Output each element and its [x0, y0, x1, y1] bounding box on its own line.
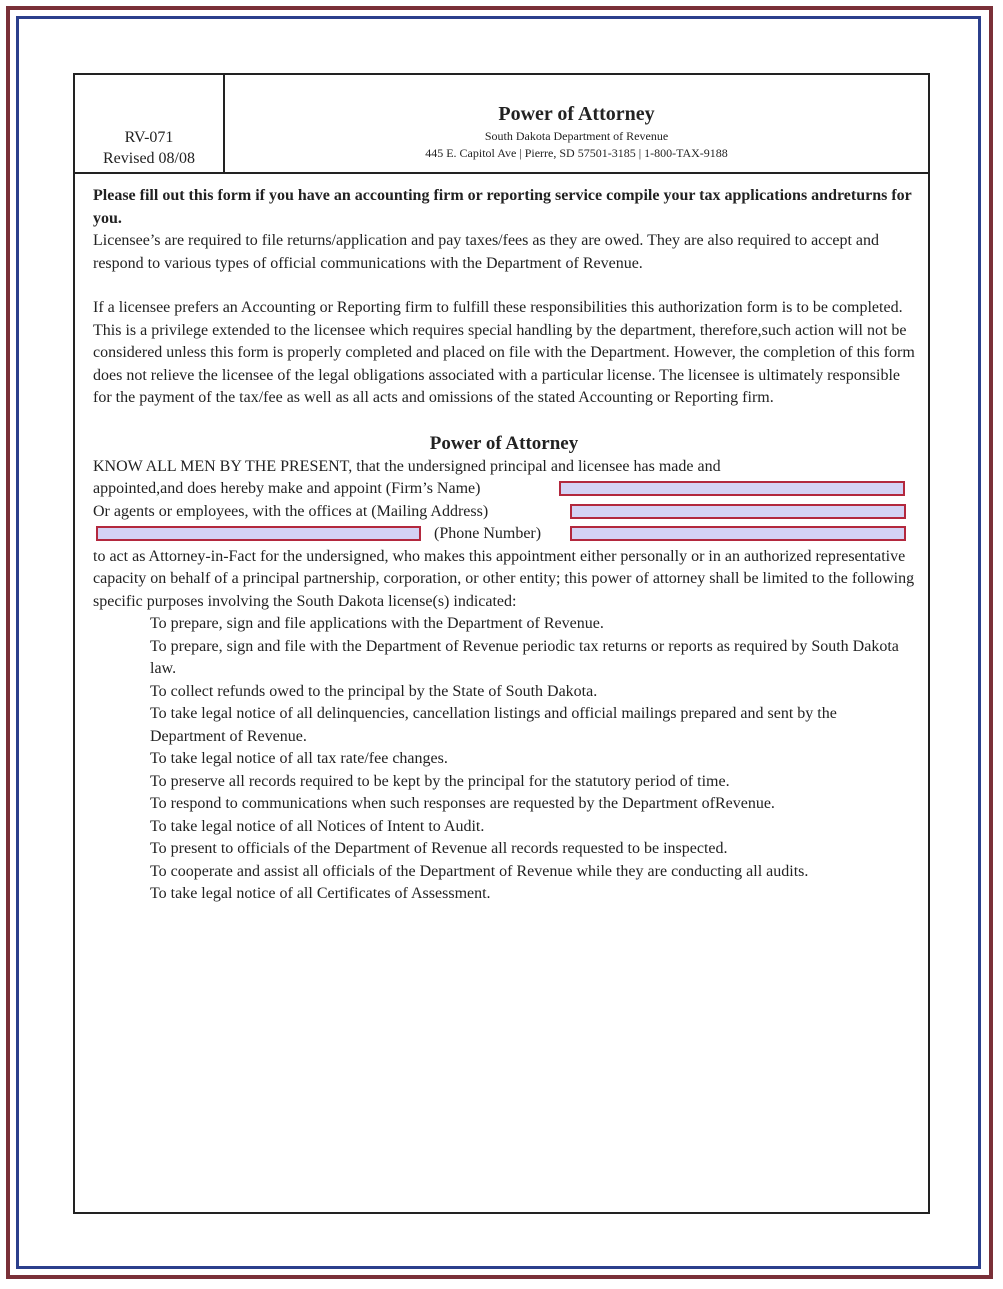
header-divider — [75, 172, 928, 174]
purpose-item: To prepare, sign and file applications with the Department of Revenue. — [150, 615, 604, 632]
purpose-item: To prepare, sign and file with the Department of Revenue periodic tax returns or reports as required by South Dakota law. — [150, 637, 899, 677]
form-sheet — [73, 73, 930, 1214]
form-title: Power of Attorney — [498, 103, 655, 125]
intro-paragraph-1: Licensee’s are required to file returns/application and pay taxes/fees as they are owed. They are also required to accept and respond to various types of official communications with the Department of Revenue. — [93, 232, 880, 272]
phone-number-field[interactable] — [570, 526, 906, 541]
intro-paragraph-2: If a licensee prefers an Accounting or Reporting firm to fulfill these responsibilities this authorization form is to be completed. This is a privilege extended to the licensee which requires special handling by the department, therefore,such action will not be considered unless this form is properly completed and placed on file with the Department. However, the completion of this form does not relieve the licensee of the legal obligations associated with a particular license. The licensee is ultimately responsible for the payment of the tax/fee as well as all acts and omissions of the stated Accounting or Reporting firm. — [93, 299, 915, 406]
purpose-item: To take legal notice of all Notices of Intent to Audit. — [150, 817, 485, 835]
form-body — [93, 185, 915, 906]
purpose-item: To collect refunds owed to the principal by the State of South Dakota. — [150, 682, 598, 700]
mailing-address-label: Or agents or employees, with the offices at (Mailing Address) — [93, 502, 489, 520]
poa-paragraph: to act as Attorney-in-Fact for the undersigned, who makes this appointment either personally or in an authorized representative capacity on behalf of a principal partnership, corporation, or other entity; this power of attorney shall be limited to the following specific purposes involving the South Dakota license(s) indicated: — [93, 547, 915, 610]
firm-name-field[interactable] — [559, 481, 905, 496]
poa-section-title: Power of Attorney — [429, 432, 579, 454]
form-code: RV-071 — [124, 129, 174, 146]
purpose-item: To preserve all records required to be kept by the principal for the statutory period of time. — [150, 772, 730, 790]
purpose-item: To take legal notice of all tax rate/fee changes. — [150, 750, 448, 767]
purposes-list — [150, 613, 915, 906]
purpose-item: To take legal notice of all delinquencies, cancellation listings and official mailings prepared and sent by the Department of Revenue. — [150, 705, 837, 745]
phone-number-label: (Phone Number) — [434, 525, 542, 542]
firm-name-label: appointed,and does hereby make and appoint (Firm’s Name) — [93, 480, 481, 497]
poa-line-3 — [93, 501, 915, 524]
department-name: South Dakota Department of Revenue — [484, 129, 669, 143]
purpose-item: To present to officials of the Department of Revenue all records requested to be inspected. — [150, 840, 728, 857]
department-address: 445 E. Capitol Ave | Pierre, SD 57501-3185 | 1-800-TAX-9188 — [425, 146, 728, 160]
poa-line-1 — [93, 456, 915, 479]
poa-line-2 — [93, 478, 915, 501]
form-id-box — [75, 75, 225, 172]
revision-date: Revised 08/08 — [103, 150, 195, 167]
poa-line-1-text: KNOW ALL MEN BY THE PRESENT, that the undersigned principal and licensee has made and — [93, 457, 721, 475]
form-header — [225, 75, 928, 172]
intro-instruction: Please fill out this form if you have an accounting firm or reporting service compile your tax applications andreturns for you. — [93, 187, 912, 227]
purpose-item: To respond to communications when such responses are requested by the Department ofRevenue. — [150, 795, 775, 812]
purpose-item: To take legal notice of all Certificates of Assessment. — [150, 885, 491, 902]
purpose-item: To cooperate and assist all officials of the Department of Revenue while they are conducting all audits. — [150, 862, 809, 880]
mailing-address-field[interactable] — [570, 504, 906, 519]
poa-line-4 — [93, 523, 915, 546]
mailing-address-field-2[interactable] — [96, 526, 421, 541]
